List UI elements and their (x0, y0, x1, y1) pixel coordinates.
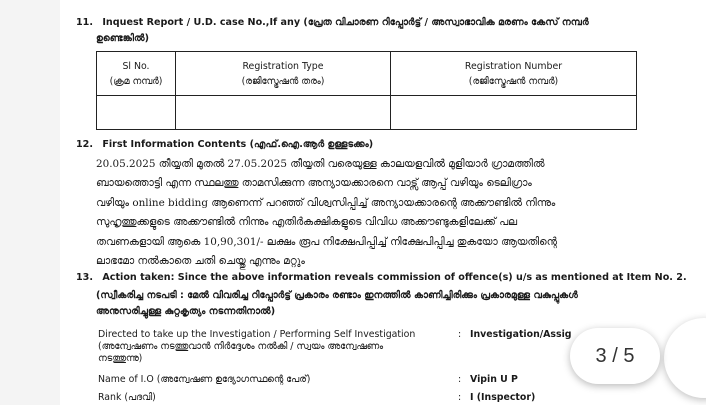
table-cell (176, 96, 391, 130)
colon: : (458, 392, 462, 403)
action-label: Name of I.O (അന്വേഷണ ഉദ്യോഗസ്ഥന്റെ പേര്) (98, 374, 311, 385)
header-label: Sl No. (122, 60, 150, 72)
colon: : (458, 329, 462, 340)
section-13-heading (76, 271, 687, 285)
header-label-ml: (രജിസ്ട്രേഷൻ തരം) (241, 75, 325, 87)
action-label-ml: നടത്തുന്നു) (98, 353, 143, 364)
fir-line: ലാഭമോ നൽകാതെ ചതി ചെയ്തു എന്നും മറ്റും (96, 255, 305, 268)
section-11-heading (76, 16, 589, 30)
action-row-rank (98, 392, 156, 404)
page-indicator[interactable]: 3 / 5 (570, 328, 660, 384)
fir-line: വഴിയും online bidding ആണെന്ന് പറഞ്ഞ് വിശ്വസിപ്പിച്ച് അന്യായക്കാരന്റെ അക്കൗണ്ടിൽ നിന്നും (96, 196, 556, 209)
header-label: Registration Type (242, 60, 324, 72)
table-header-row (97, 52, 637, 96)
action-label: Rank (പദവി) (98, 392, 156, 403)
fir-line: തവണകളായി ആകെ 10,90,301/- ലക്ഷം രൂപ നിക്ഷേപിപ്പിച്ച് നിക്ഷേപിപ്പിച്ച തുകയോ ആയതിന്റെ (96, 235, 557, 248)
section-number: 11. (76, 17, 93, 28)
col-sl-no (97, 52, 176, 96)
header-label: Registration Number (464, 60, 563, 72)
section-number: 13. (76, 272, 93, 283)
header-label-ml: (ക്രമ നമ്പർ) (109, 75, 163, 87)
section-12-heading (76, 138, 373, 152)
action-label: Directed to take up the Investigation / Performing Self Investigation (98, 329, 416, 340)
col-registration-type (176, 52, 391, 96)
action-value-investigation: Investigation/Assig (470, 329, 572, 340)
action-row-io-name (98, 374, 310, 386)
section-13-title-ml: (സ്വീകരിച്ച നടപടി : മേൽ വിവരിച്ച റിപ്പോർട്ട് പ്രകാരം രണ്ടാം ഇനത്തിൽ കാണിച്ചിരിക്കും പ്രകാരമുള്ള വകുപ്പുകൾ (96, 290, 578, 301)
fir-contents (96, 155, 557, 271)
col-registration-number (391, 52, 637, 96)
action-row-directed (98, 329, 415, 365)
section-11-title: Inquest Report / U.D. case No.,If any (പ്രേത വിചാരണ റിപ്പോർട്ട് / അസ്വാഭാവിക മരണം കേസ് നമ്പർ (102, 17, 589, 28)
fir-line: ബായത്തൊട്ടി എന്ന സ്ഥലത്തു താമസിക്കുന്ന അന്യായക്കാരനെ വാട്സ് ആപ്പ് വഴിയും ടെലിഗ്രാം (96, 177, 532, 190)
section-13-title-ml-cont: അനുസരിച്ചുള്ള കുറ്റകൃത്യം നടന്നതിനാൽ) (96, 306, 276, 317)
section-11-title-cont: ഉണ്ടെങ്കിൽ) (96, 33, 150, 44)
action-label-ml: (അന്വേഷണം നടത്തുവാൻ നിർദ്ദേശം നൽകി / സ്വയം അന്വേഷണം (98, 341, 384, 352)
header-label-ml: (രജിസ്ട്രേഷൻ നമ്പർ) (468, 75, 559, 87)
colon: : (458, 374, 462, 385)
io-name-value: Vipin U P (470, 374, 518, 385)
section-number: 12. (76, 139, 93, 150)
table-cell (391, 96, 637, 130)
section-13-title: Action taken: Since the above information reveals commission of offence(s) u/s as mentioned at Item No. 2. (102, 272, 687, 283)
fir-line: 20.05.2025 തീയ്യതി മുതൽ 27.05.2025 തീയ്യതി വരെയുള്ള കാലയളവിൽ മുളിയാർ ഗ്രാമത്തിൽ (96, 158, 545, 170)
rank-value: I (Inspector) (470, 392, 536, 403)
fir-line: സുഹൃത്തുക്കളുടെ അക്കൗണ്ടിൽ നിന്നും എതിർകക്ഷികളുടെ വിവിധ അക്കൗണ്ടുകളിലേക്ക് പല (96, 216, 517, 229)
section-12-title: First Information Contents (എഫ്.ഐ.ആർ ഉള്ളടക്കം) (102, 139, 374, 150)
table-cell (97, 96, 176, 130)
registration-table (96, 51, 637, 130)
table-row (97, 96, 637, 130)
